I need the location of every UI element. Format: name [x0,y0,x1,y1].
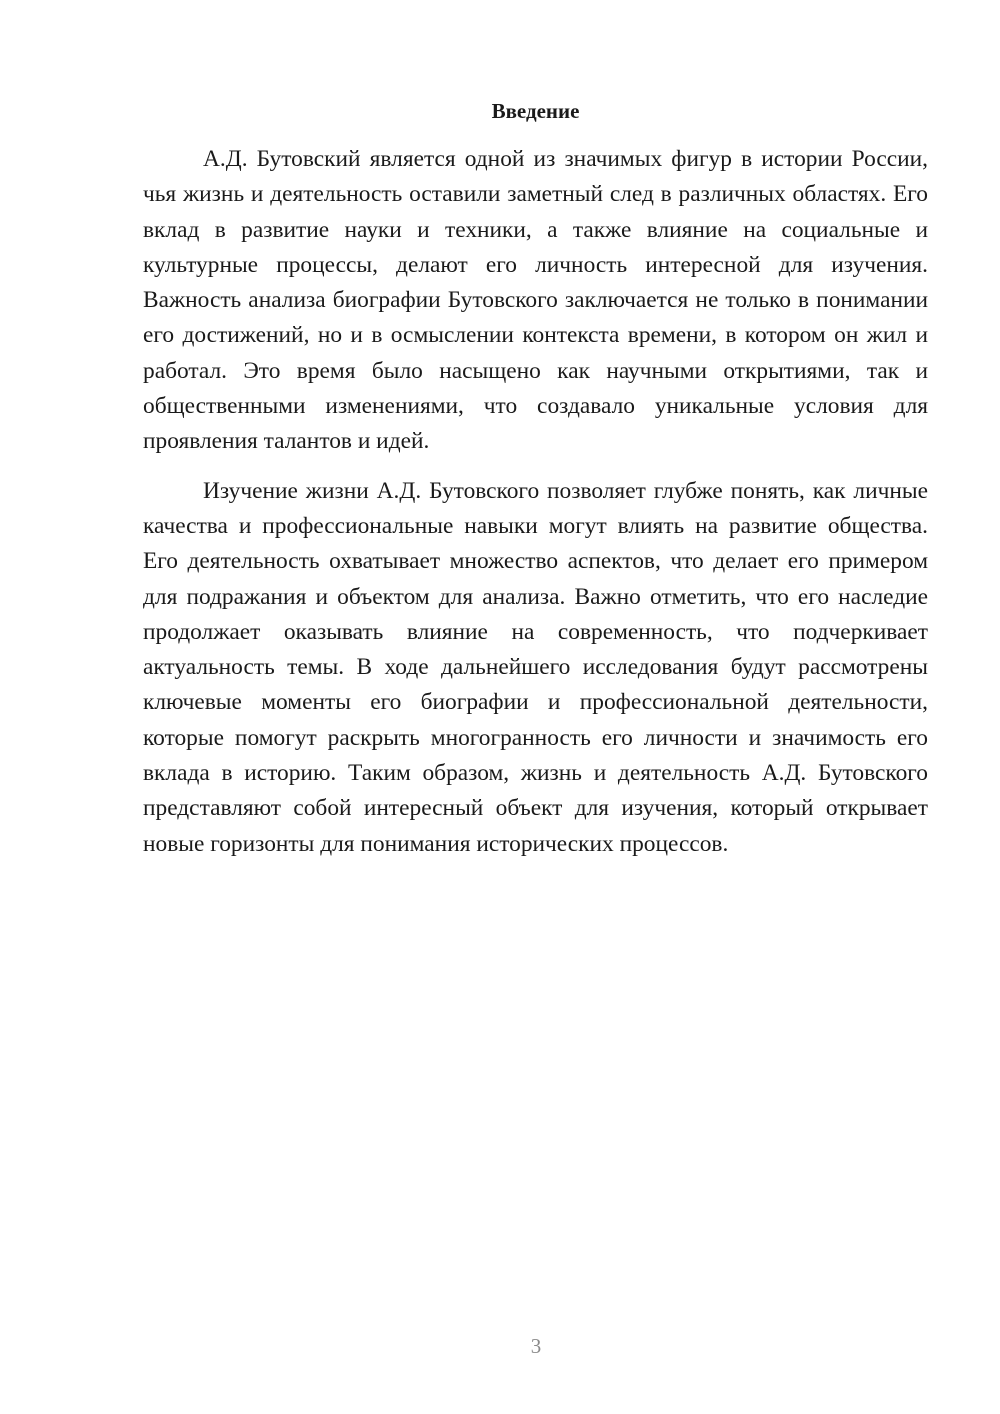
page-title: Введение [491,99,580,123]
paragraph-2: Изучение жизни А.Д. Бутовского позволяет глубже понять, как личные качества и профессиональные навыки могут влиять на развитие общества. Его деятельность охватывает множество аспектов, что делает его примером для подражания и объектом для анализа. Важно отметить, что его наследие продолжает оказывать влияние на современность, что подчеркивает актуальность темы. В ходе дальнейшего исследования будут рассмотрены ключевые моменты его биографии и профессиональной деятельности, которые помогут раскрыть многогранность его личности и значимость его вклада в историю. Таким образом, жизнь и деятельность А.Д. Бутовского представляют собой интересный объект для изучения, который открывает новые горизонты для понимания исторических процессов. [143,477,928,857]
body-text [143,142,928,876]
page-number: 3 [530,1334,542,1358]
paragraph-1: А.Д. Бутовский является одной из значимых фигур в истории России, чья жизнь и деятельность оставили заметный след в различных областях. Его вклад в развитие науки и техники, а также влияние на социальные и культурные процессы, делают его личность интересной для изучения. Важность анализа биографии Бутовского заключается не только в понимании его достижений, но и в осмыслении контекста времени, в котором он жил и работал. Это время было насыщено как научными открытиями, так и общественными изменениями, что создавало уникальные условия для проявления талантов и идей. [143,146,928,455]
